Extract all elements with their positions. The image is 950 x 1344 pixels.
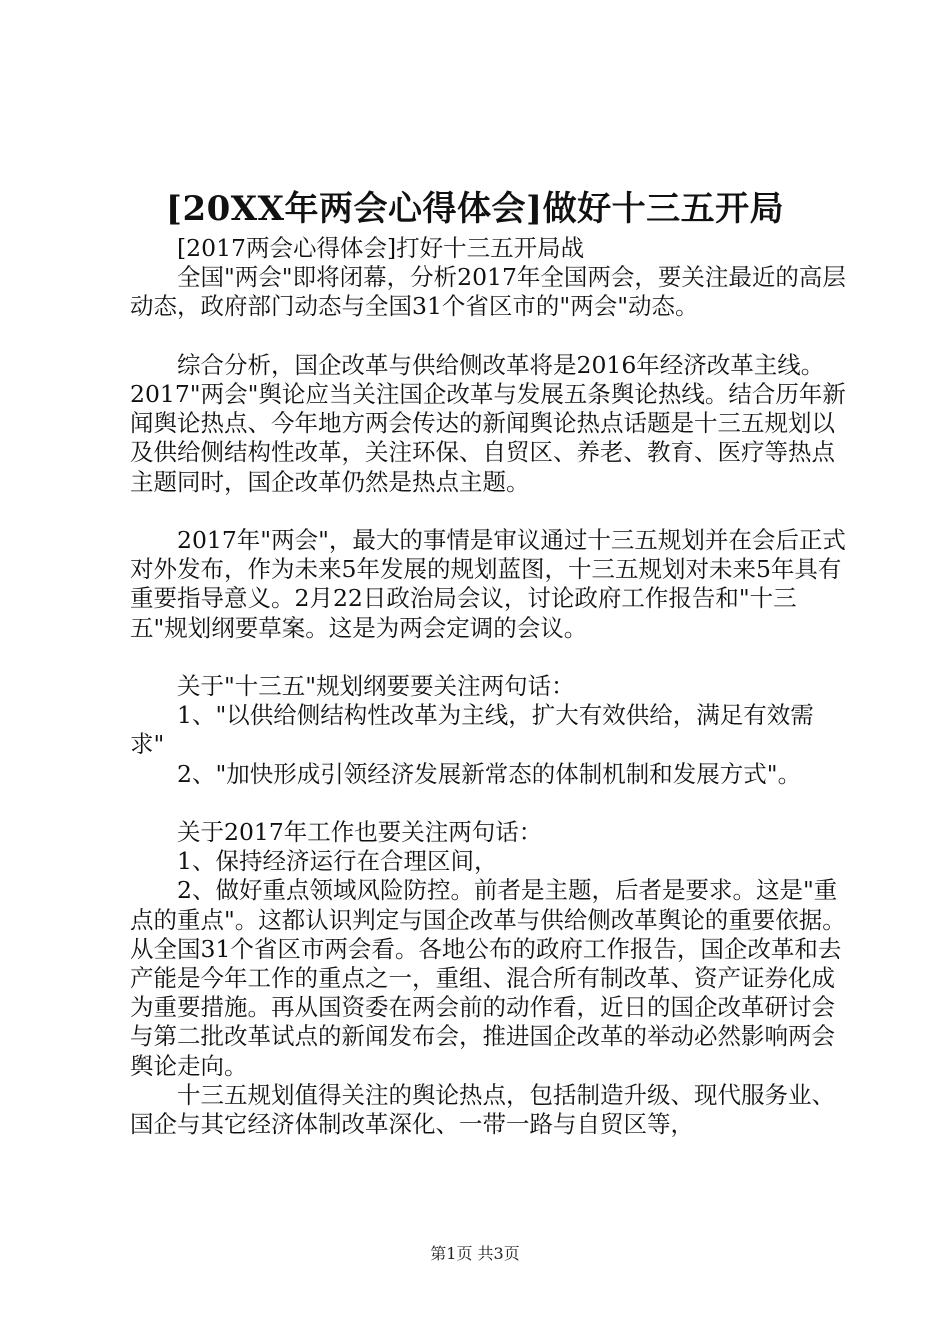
document-body: [130, 234, 846, 1139]
paragraph: 十三五规划值得关注的舆论热点，包括制造升级、现代服务业、国企与其它经济体制改革深化、一带一路与自贸区等，: [130, 1080, 835, 1139]
document-title: [20XX年两会心得体会]做好十三五开局: [165, 189, 785, 229]
paragraph: 2017年"两会"，最大的事情是审议通过十三五规划并在会后正式对外发布，作为未来5年发展的规划蓝图，十三五规划对未来5年具有重要指导意义。2月22日政治局会议，讨论政府工作报告和"十三五"规划纲要草案。这是为两会定调的会议。: [130, 526, 846, 642]
paragraph: 全国"两会"即将闭幕，分析2017年全国两会，要关注最近的高层动态，政府部门动态与全国31个省区市的"两会"动态。: [130, 263, 846, 321]
paragraph: 综合分析，国企改革与供给侧改革将是2016年经济改革主线。2017"两会"舆论应当关注国企改革与发展五条舆论热线。结合历年新闻舆论热点、今年地方两会传达的新闻舆论热点话题是十三五规划以及供给侧结构性改革，关注环保、自贸区、养老、教育、医疗等热点主题同时，国企改革仍然是热点主题。: [130, 350, 846, 496]
page-footer: 第1页 共3页: [430, 1244, 520, 1263]
list-item: 1、"以供给侧结构性改革为主线，扩大有效供给，满足有效需求": [130, 701, 814, 759]
paragraph: 关于"十三五"规划纲要要关注两句话：: [177, 672, 575, 700]
paragraph: 关于2017年工作也要关注两句话：: [177, 818, 543, 846]
list-item: 1、保持经济运行在合理区间，: [177, 847, 498, 876]
list-item: 2、做好重点领域风险防控。前者是主题，后者是要求。这是"重点的重点"。这都认识判定与国企改革与供给侧改革舆论的重要依据。从全国31个省区市两会看。各地公布的政府工作报告，国企改革和去产能是今年工作的重点之一，重组、混合所有制改革、资产证券化成为重要措施。再从国资委在两会前的动作看，近日的国企改革研讨会与第二批改革试点的新闻发布会，推进国企改革的举动必然影响两会舆论走向。: [130, 876, 846, 1080]
paragraph-subtitle: [2017两会心得体会]打好十三五开局战: [177, 234, 585, 262]
list-item: 2、"加快形成引领经济发展新常态的体制机制和发展方式"。: [177, 759, 802, 788]
